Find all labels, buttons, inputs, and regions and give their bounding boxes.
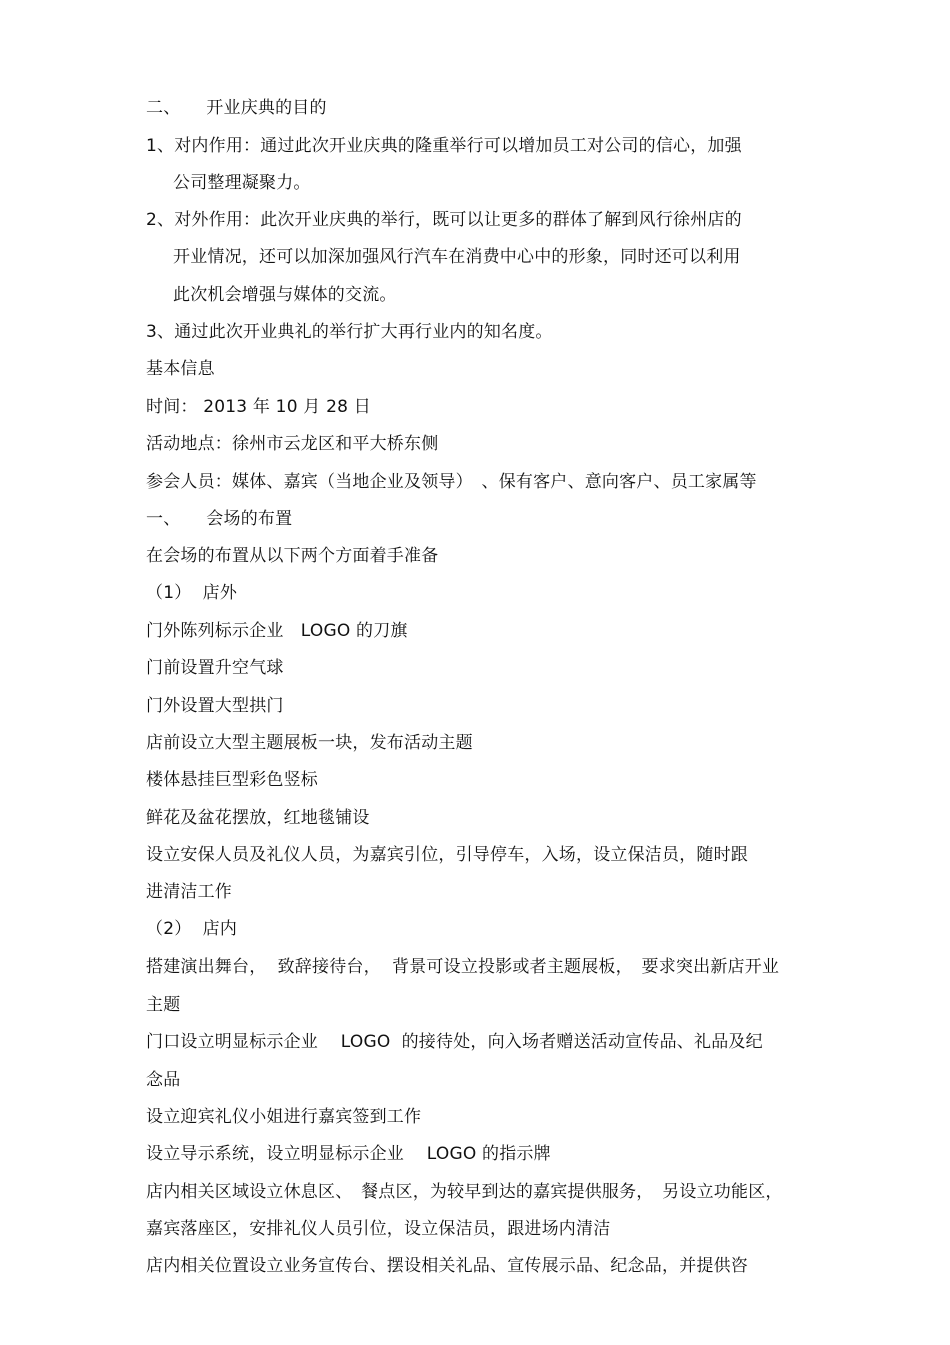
paragraph-line: 公司整理凝聚力。 [173, 173, 311, 193]
list-item: 念品 [146, 1070, 181, 1090]
list-item: 店内相关位置设立业务宣传台、摆设相关礼品、宣传展示品、纪念品，并提供咨 [146, 1256, 748, 1276]
section-heading: 一、 会场的布置 [146, 509, 293, 529]
paragraph-line: 此次机会增强与媒体的交流。 [173, 285, 397, 305]
list-item: 设立迎宾礼仪小姐进行嘉宾签到工作 [146, 1107, 422, 1127]
list-item: 设立导示系统，设立明显标示企业 LOGO 的指示牌 [146, 1144, 551, 1164]
paragraph-line: 活动地点：徐州市云龙区和平大桥东侧 [146, 434, 439, 454]
list-item: 嘉宾落座区，安排礼仪人员引位，设立保洁员，跟进场内清洁 [146, 1219, 611, 1239]
paragraph-line: 1、对内作用：通过此次开业庆典的隆重举行可以增加员工对公司的信心，加强 [146, 136, 742, 156]
paragraph-line: 时间： 2013 年 10 月 28 日 [146, 397, 371, 417]
list-item: 门外设置大型拱门 [146, 696, 284, 716]
subheading: （2） 店内 [146, 919, 238, 939]
paragraph-line: 在会场的布置从以下两个方面着手准备 [146, 546, 439, 566]
list-item: 店前设立大型主题展板一块，发布活动主题 [146, 733, 473, 753]
paragraph-line: 2、对外作用：此次开业庆典的举行，既可以让更多的群体了解到风行徐州店的 [146, 210, 742, 230]
list-item: 主题 [146, 995, 181, 1015]
list-item: 设立安保人员及礼仪人员，为嘉宾引位，引导停车，入场，设立保洁员，随时跟 [146, 845, 748, 865]
list-item: 店内相关区域设立休息区、 餐点区，为较早到达的嘉宾提供服务， 另设立功能区， [146, 1182, 783, 1202]
list-item: 搭建演出舞台， 致辞接待台， 背景可设立投影或者主题展板， 要求突出新店开业 [146, 957, 780, 977]
paragraph-line: 开业情况，还可以加深加强风行汽车在消费中心中的形象，同时还可以利用 [173, 247, 741, 267]
paragraph-line: 参会人员：媒体、嘉宾（当地企业及领导） 、保有客户、意向客户、员工家属等 [146, 472, 757, 492]
list-item: 楼体悬挂巨型彩色竖标 [146, 770, 318, 790]
list-item: 门口设立明显标示企业 LOGO 的接待处，向入场者赠送活动宣传品、礼品及纪 [146, 1032, 763, 1052]
section-heading: 基本信息 [146, 359, 215, 379]
paragraph-line: 3、通过此次开业典礼的举行扩大再行业内的知名度。 [146, 322, 553, 342]
list-item: 鲜花及盆花摆放，红地毯铺设 [146, 808, 370, 828]
subheading: （1） 店外 [146, 583, 238, 603]
section-heading: 二、 开业庆典的目的 [146, 98, 327, 118]
list-item: 门前设置升空气球 [146, 658, 284, 678]
list-item: 门外陈列标示企业 LOGO 的刀旗 [146, 621, 408, 641]
list-item: 进清洁工作 [146, 882, 232, 902]
